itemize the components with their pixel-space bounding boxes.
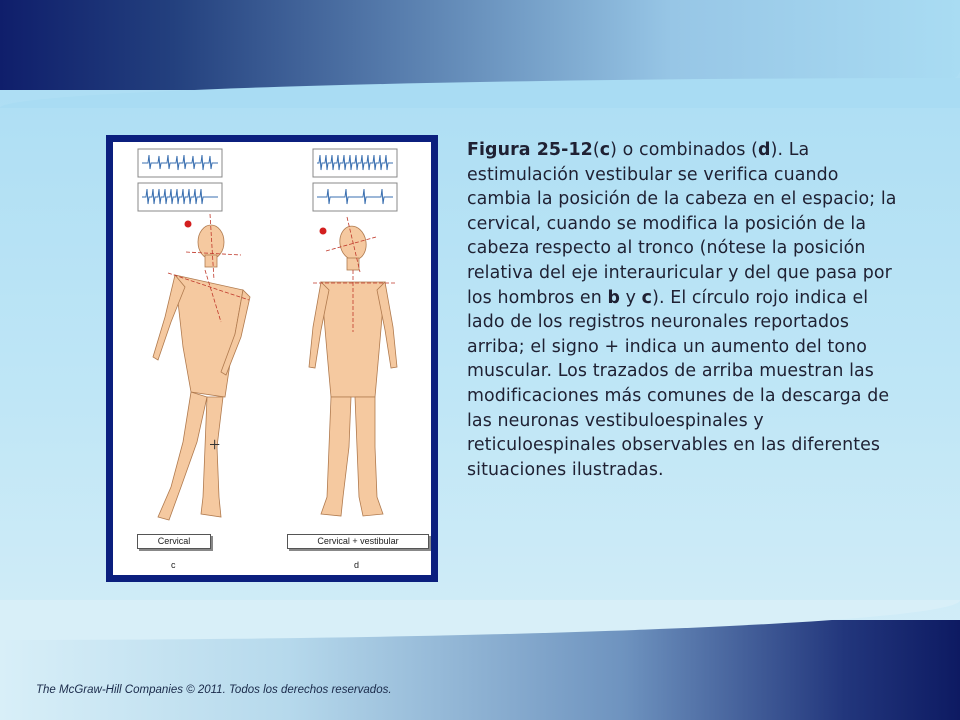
footer-band: [0, 620, 960, 720]
caption-title: Figura 25-12: [467, 140, 593, 160]
copyright-footer: The McGraw-Hill Companies © 2011. Todos los derechos reservados.: [36, 684, 392, 696]
panel-letter-c: c: [171, 560, 176, 570]
human-figure-d: [309, 224, 397, 516]
caption-ref-c: c: [599, 140, 611, 160]
panel-label-c: Cervical: [157, 536, 191, 546]
caption-ref-c2: c: [641, 287, 653, 308]
red-dot-d: [320, 228, 327, 235]
caption-ref-b: b: [607, 287, 621, 308]
panel-letter-d: d: [354, 560, 360, 570]
figure-caption: [467, 138, 907, 482]
caption-text-5: ). El círculo rojo indica el lado de los registros neuronales reportados arriba; el signo + indica un aumento del tono muscular. Los trazados de arriba muestran las modificaciones más comunes de la descarga de las neuronas vestibuloespinales y reticuloespinales observables en las diferentes situaciones ilustradas.: [467, 287, 890, 480]
panel-label-d: Cervical + vestibular: [317, 536, 399, 546]
panel-label-box-c: [137, 534, 211, 549]
caption-text-4: y: [620, 287, 642, 308]
trace-box-c-top: [138, 149, 222, 177]
figure-svg: [113, 142, 431, 575]
human-figure-c: [153, 225, 250, 520]
trace-box-d-top: [313, 149, 397, 177]
trace-box-c-bottom: [138, 183, 222, 211]
plus-sign: +: [209, 434, 221, 456]
trace-box-d-bottom: [313, 183, 397, 211]
header-band: [0, 0, 960, 90]
figure-illustration: [113, 142, 431, 575]
caption-text-3: ). La estimulación vestibular se verifica cuando cambia la posición de la cabeza en el espacio; la cervical, cuando se modifica la posición de la cabeza respecto al tronco (nótese la posición relativa del eje interauricular y del que pasa por los hombros en: [467, 140, 897, 308]
figure-frame: [106, 135, 438, 582]
panel-label-box-d: [287, 534, 429, 549]
red-dot-c: [185, 221, 192, 228]
caption-text-1: (: [592, 140, 600, 160]
caption-ref-d: d: [758, 140, 771, 160]
caption-text-2: ) o combinados (: [610, 140, 758, 160]
